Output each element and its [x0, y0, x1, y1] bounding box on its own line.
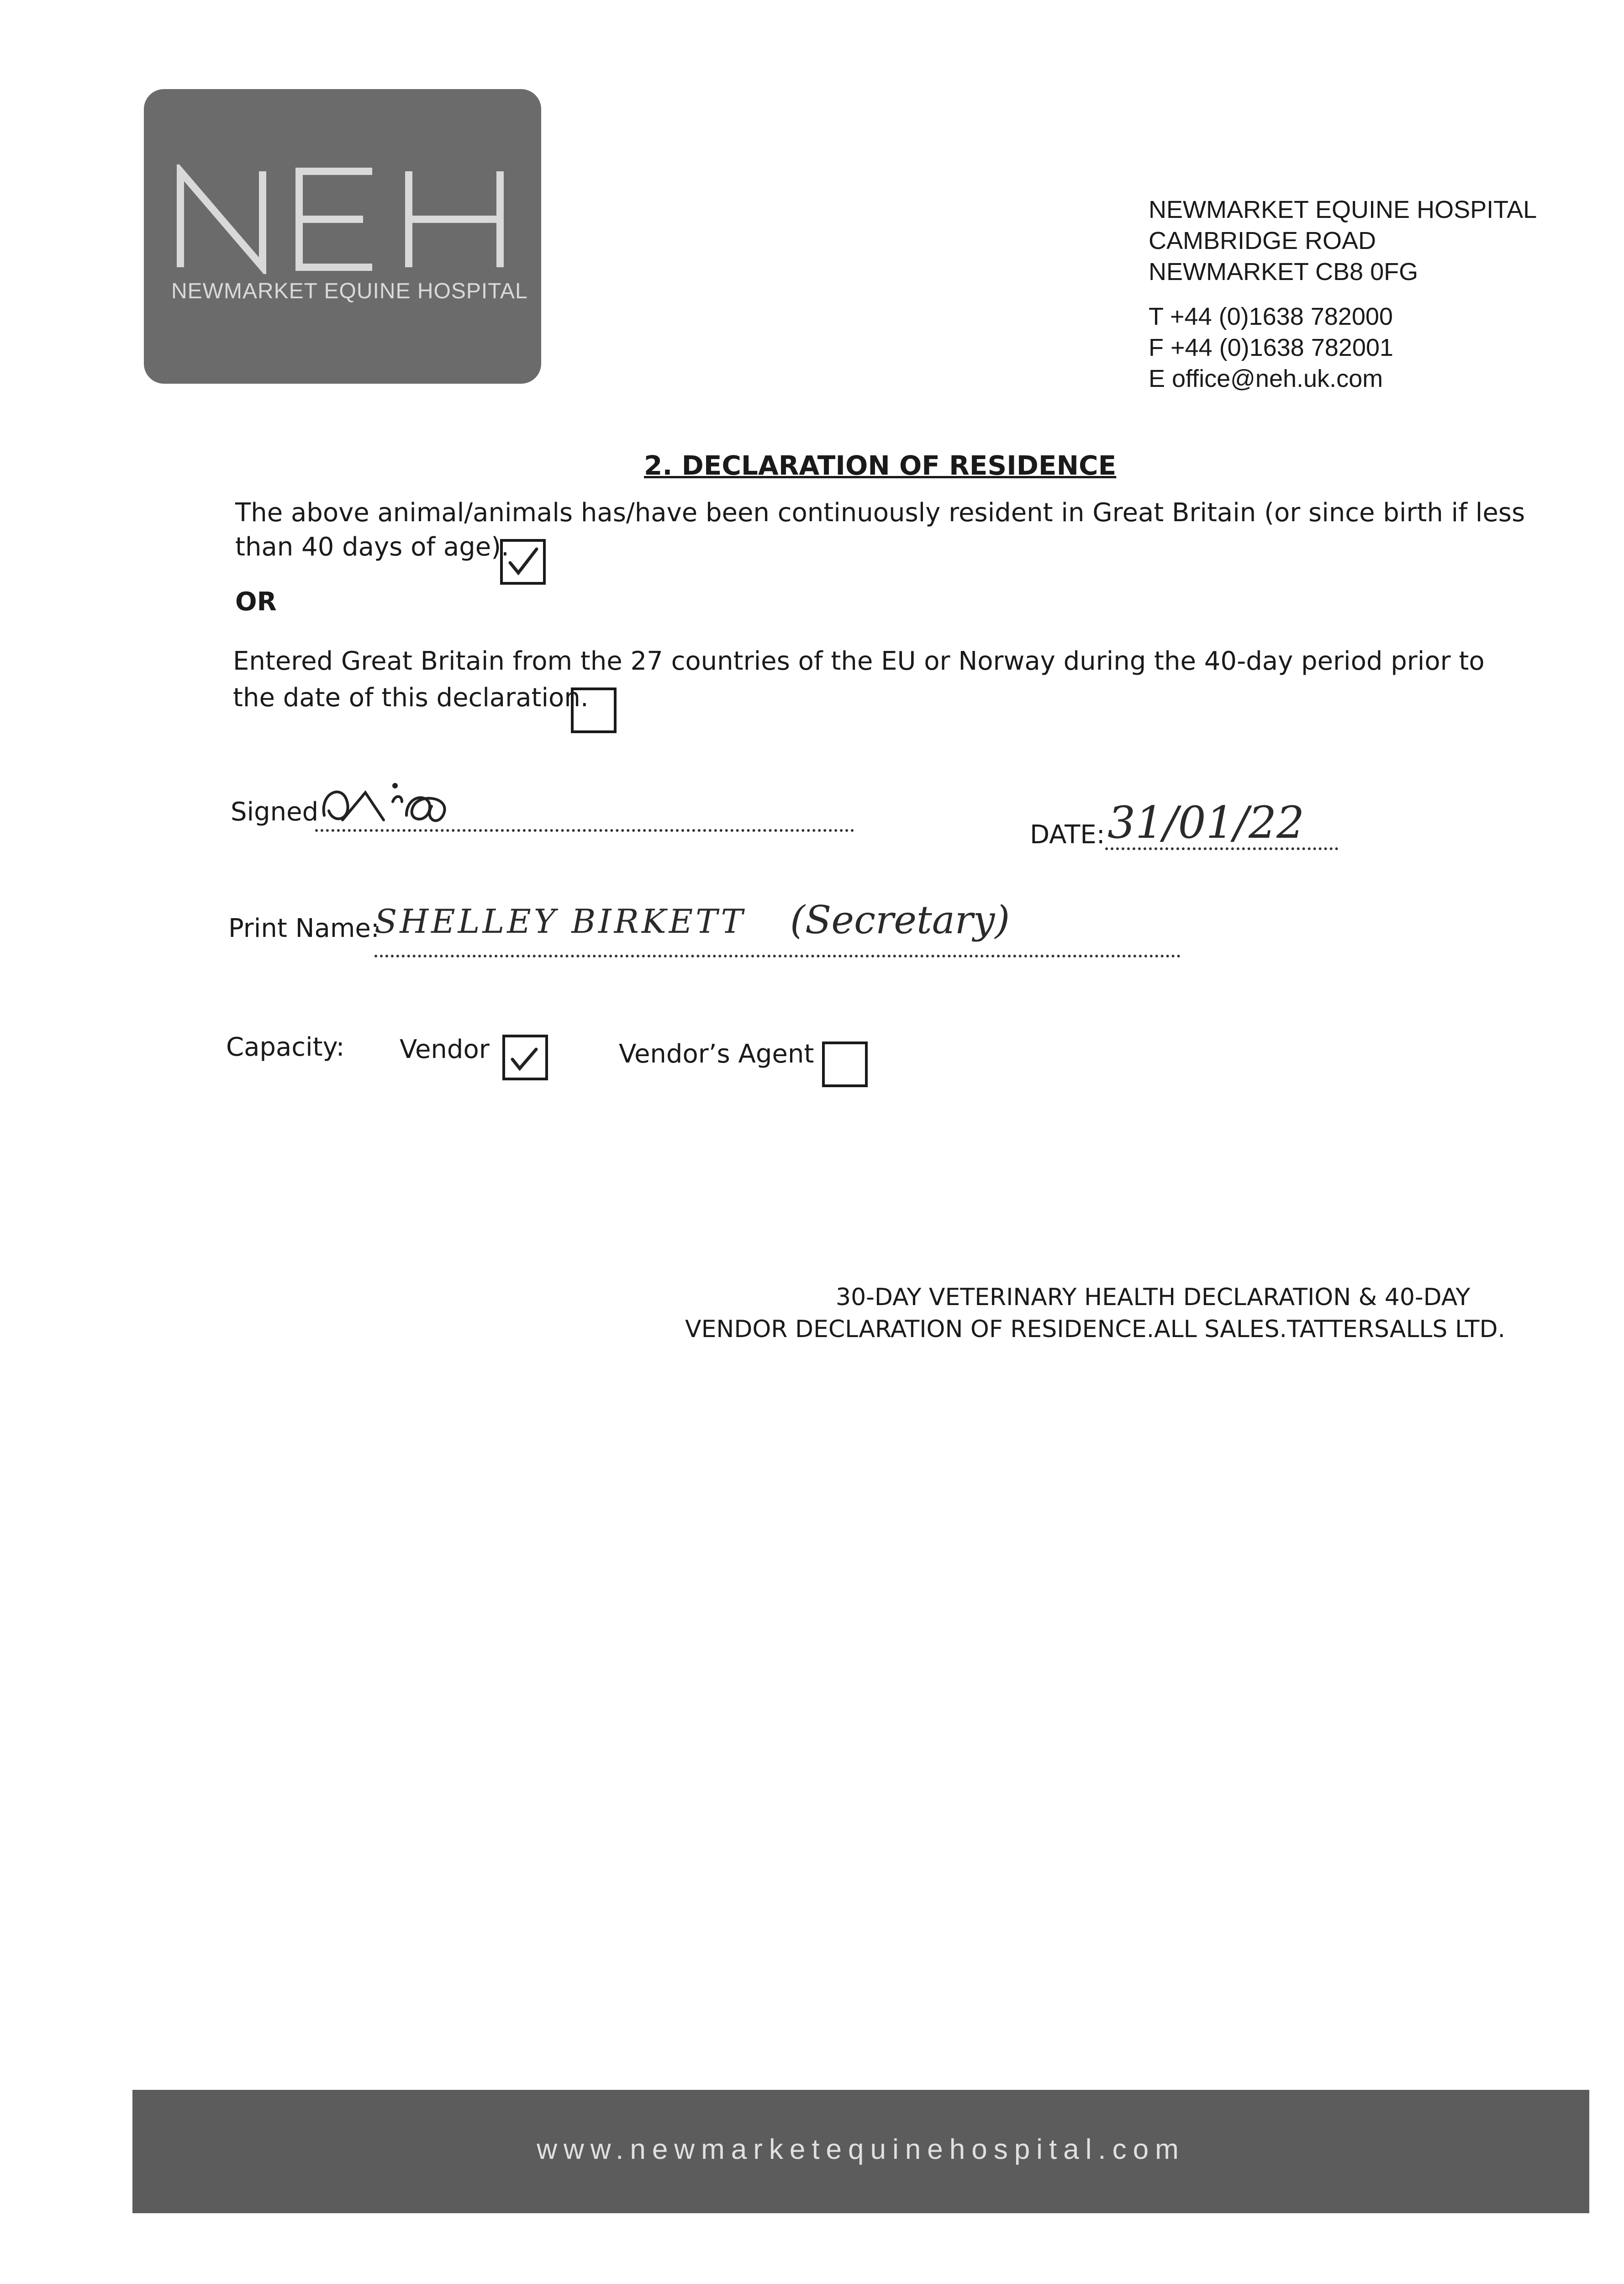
date-dotted-line — [1105, 847, 1338, 850]
vendor-checkbox[interactable] — [502, 1035, 548, 1080]
website-url[interactable]: www.newmarketequinehospital.com — [537, 2134, 1185, 2165]
neh-logo-mark — [171, 164, 518, 274]
fax-number: F +44 (0)1638 782001 — [1149, 334, 1393, 361]
hospital-logo — [144, 89, 541, 384]
checkmark-icon — [509, 1041, 542, 1074]
checkmark-icon — [506, 545, 539, 578]
capacity-label: Capacity: — [226, 1032, 345, 1062]
option2-line1: Entered Great Britain from the 27 countries of the EU or Norway during the 40-day period prior to — [233, 646, 1485, 676]
option2-checkbox[interactable] — [571, 687, 617, 733]
phone-number: T +44 (0)1638 782000 — [1149, 303, 1393, 330]
date-value: 31/01/22 — [1107, 797, 1305, 848]
signature-dotted-line — [315, 829, 854, 832]
hospital-address — [1149, 194, 1537, 394]
address-line-2: CAMBRIDGE ROAD — [1149, 227, 1376, 254]
option1-line1: The above animal/animals has/have been continuously resident in Great Britain (or since birth if less — [235, 498, 1525, 528]
date-label: DATE: — [1030, 820, 1105, 850]
print-name-value: SHELLEY BIRKETT — [374, 902, 746, 941]
signed-label: Signed — [231, 797, 319, 827]
print-name-dotted-line — [374, 955, 1181, 957]
handwritten-signature — [315, 774, 480, 834]
option1-checkbox[interactable] — [500, 539, 546, 585]
logo-subtitle: NEWMARKET EQUINE HOSPITAL — [171, 279, 528, 303]
option1-line2: than 40 days of age). — [235, 532, 509, 562]
form-reference-line2: VENDOR DECLARATION OF RESIDENCE.ALL SALES.TATTERSALLS LTD. — [685, 1316, 1506, 1343]
vendor-label: Vendor — [400, 1035, 490, 1064]
email-address: E office@neh.uk.com — [1149, 365, 1383, 392]
address-line-1: NEWMARKET EQUINE HOSPITAL — [1149, 196, 1537, 223]
form-reference-line1: 30-DAY VETERINARY HEALTH DECLARATION & 40-DAY — [836, 1284, 1471, 1311]
footer-bar — [132, 2090, 1589, 2213]
vendors-agent-label: Vendor’s Agent — [619, 1039, 814, 1069]
address-line-3: NEWMARKET CB8 0FG — [1149, 258, 1418, 286]
print-name-note: (Secretary) — [790, 898, 1010, 942]
vendors-agent-checkbox[interactable] — [822, 1042, 868, 1087]
option2-line2: the date of this declaration. — [233, 683, 589, 713]
or-label: OR — [235, 587, 277, 617]
print-name-label: Print Name: — [228, 914, 380, 943]
declaration-title: 2. DECLARATION OF RESIDENCE — [644, 450, 1117, 481]
